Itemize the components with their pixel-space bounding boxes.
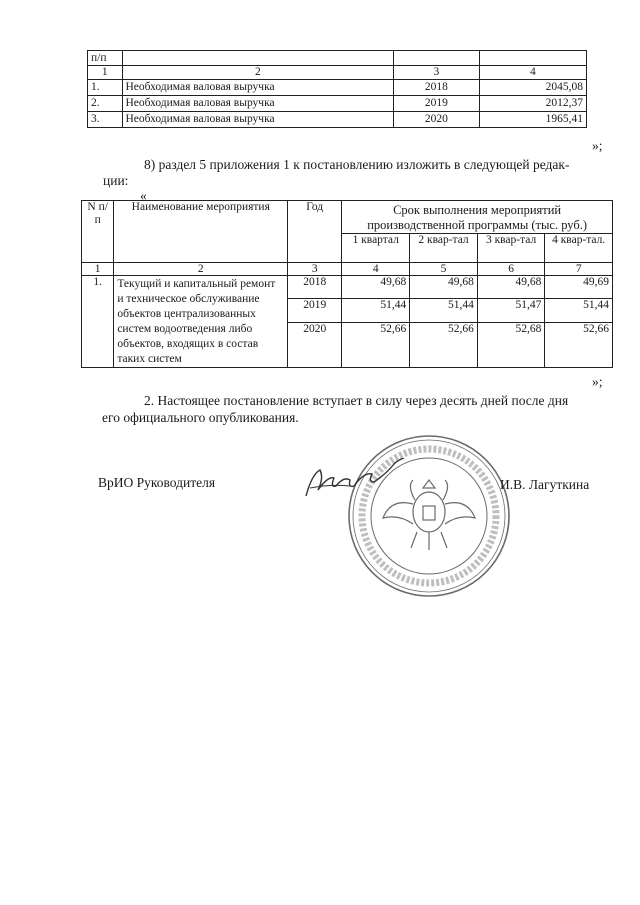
closing-quote: »; xyxy=(592,374,603,389)
row-value: 52,68 xyxy=(477,322,545,368)
handwritten-signature-image xyxy=(300,458,410,508)
program-table xyxy=(81,200,613,368)
item8-line2: ции: xyxy=(103,173,129,188)
row-value: 49,68 xyxy=(342,276,410,299)
row-year: 2020 xyxy=(288,322,342,368)
row-year: 2018 xyxy=(288,276,342,299)
table-index-row xyxy=(82,263,613,276)
row-number: 1. xyxy=(88,80,123,96)
row-value: 52,66 xyxy=(342,322,410,368)
header-quarter: 2 квар-тал xyxy=(410,234,478,263)
opening-quote: « xyxy=(140,188,147,203)
row-value: 1965,41 xyxy=(479,112,586,128)
row-name: Необходимая валовая выручка xyxy=(122,80,394,96)
row-name: Необходимая валовая выручка xyxy=(122,112,394,128)
table-row xyxy=(82,276,613,299)
revenue-table xyxy=(87,50,587,128)
index-cell: 2 xyxy=(114,263,288,276)
table-index-row xyxy=(88,66,587,80)
index-cell: 1 xyxy=(88,66,123,80)
row-number: 1. xyxy=(82,276,114,368)
row-value: 51,47 xyxy=(477,299,545,322)
row-name: Текущий и капитальный ремонт и техническое обслуживание объектов централизованных систем водоотведения либо объектов, входящих в состав таких систем xyxy=(114,276,288,368)
row-value: 49,68 xyxy=(410,276,478,299)
row-value: 2045,08 xyxy=(479,80,586,96)
header-term: Срок выполнения мероприятий производственной программы (тыс. руб.) xyxy=(342,201,613,234)
row-name: Необходимая валовая выручка xyxy=(122,96,394,112)
signatory-position: ВрИО Руководителя xyxy=(98,475,216,490)
header-cell xyxy=(479,51,586,66)
header-year: Год xyxy=(288,201,342,263)
index-cell: 1 xyxy=(82,263,114,276)
index-cell: 4 xyxy=(479,66,586,80)
row-value: 49,69 xyxy=(545,276,613,299)
item8-line1: 8) раздел 5 приложения 1 к постановлению изложить в следующей редак- xyxy=(144,157,570,172)
table-header-row xyxy=(88,51,587,66)
item2-line2: его официального опубликования. xyxy=(102,410,299,425)
row-value: 52,66 xyxy=(410,322,478,368)
header-number: N п/п xyxy=(82,201,114,263)
table-header-row xyxy=(82,201,613,234)
header-cell xyxy=(122,51,394,66)
row-value: 52,66 xyxy=(545,322,613,368)
row-number: 3. xyxy=(88,112,123,128)
row-number: 2. xyxy=(88,96,123,112)
header-cell xyxy=(394,51,480,66)
index-cell: 5 xyxy=(410,263,478,276)
row-year: 2020 xyxy=(394,112,480,128)
header-name: Наименование мероприятия xyxy=(114,201,288,263)
row-year: 2018 xyxy=(394,80,480,96)
index-cell: 7 xyxy=(545,263,613,276)
index-cell: 3 xyxy=(288,263,342,276)
row-value: 51,44 xyxy=(545,299,613,322)
row-value: 51,44 xyxy=(410,299,478,322)
header-cell: п/п xyxy=(88,51,123,66)
signatory-name: И.В. Лагуткина xyxy=(500,477,590,492)
closing-quote: »; xyxy=(592,138,603,153)
row-year: 2019 xyxy=(394,96,480,112)
index-cell: 3 xyxy=(394,66,480,80)
row-value: 51,44 xyxy=(342,299,410,322)
index-cell: 4 xyxy=(342,263,410,276)
table-row xyxy=(88,112,587,128)
index-cell: 2 xyxy=(122,66,394,80)
item2-line1: 2. Настоящее постановление вступает в силу через десять дней после дня xyxy=(144,393,569,408)
index-cell: 6 xyxy=(477,263,545,276)
table-row xyxy=(88,96,587,112)
header-quarter: 1 квартал xyxy=(342,234,410,263)
table-row xyxy=(88,80,587,96)
header-quarter: 3 квар-тал xyxy=(477,234,545,263)
row-year: 2019 xyxy=(288,299,342,322)
row-value: 49,68 xyxy=(477,276,545,299)
row-value: 2012,37 xyxy=(479,96,586,112)
header-quarter: 4 квар-тал. xyxy=(545,234,613,263)
